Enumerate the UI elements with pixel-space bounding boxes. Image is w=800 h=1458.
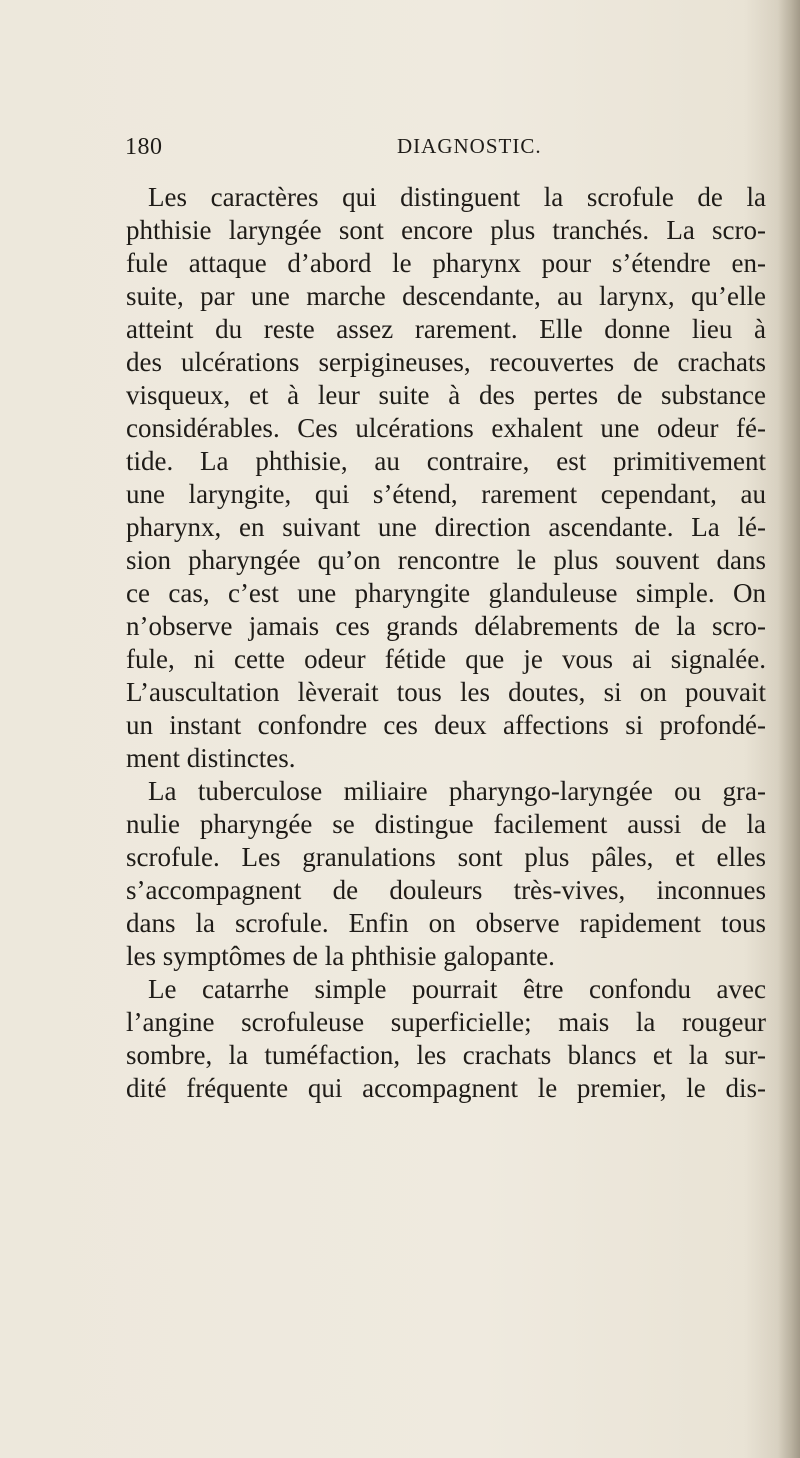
text-line: l’angine scrofuleuse superficielle; mais la rougeur bbox=[126, 1007, 766, 1037]
body-text bbox=[126, 181, 766, 1105]
text-line: suite, par une marche descendante, au larynx, qu’elle bbox=[126, 281, 766, 311]
text-line: scrofule. Les granulations sont plus pâles, et elles bbox=[126, 842, 766, 872]
text-line: fule attaque d’abord le pharynx pour s’étendre en- bbox=[126, 248, 766, 278]
text-line: Les caractères qui distinguent la scrofule de la bbox=[148, 182, 766, 212]
text-line: pharynx, en suivant une direction ascendante. La lé- bbox=[126, 512, 766, 542]
text-line: ce cas, c’est une pharyngite glanduleuse simple. On bbox=[126, 578, 766, 608]
text-line: atteint du reste assez rarement. Elle donne lieu à bbox=[126, 314, 766, 344]
text-line: les symptômes de la phthisie galopante. bbox=[126, 941, 555, 971]
text-line: dans la scrofule. Enfin on observe rapidement tous bbox=[126, 908, 766, 938]
text-line: fule, ni cette odeur fétide que je vous ai signalée. bbox=[126, 644, 766, 674]
text-line: L’auscultation lèverait tous les doutes, si on pouvait bbox=[126, 677, 766, 707]
running-head: DIAGNOSTIC. bbox=[397, 134, 542, 158]
text-line: considérables. Ces ulcérations exhalent une odeur fé- bbox=[126, 413, 766, 443]
page-edge-shadow bbox=[778, 0, 800, 1458]
text-line: une laryngite, qui s’étend, rarement cependant, au bbox=[126, 479, 766, 509]
text-line: tide. La phthisie, au contraire, est primitivement bbox=[126, 446, 766, 476]
text-line: dité fréquente qui accompagnent le premier, le dis- bbox=[126, 1073, 766, 1103]
text-line: s’accompagnent de douleurs très-vives, inconnues bbox=[126, 875, 766, 905]
text-line: ment distinctes. bbox=[126, 743, 296, 773]
text-line: Le catarrhe simple pourrait être confondu avec bbox=[148, 974, 766, 1004]
text-line: nulie pharyngée se distingue facilement aussi de la bbox=[126, 809, 766, 839]
text-line: sombre, la tuméfaction, les crachats blancs et la sur- bbox=[126, 1040, 766, 1070]
text-line: un instant confondre ces deux affections si profondé- bbox=[126, 710, 766, 740]
page-number: 180 bbox=[125, 134, 163, 160]
page-header bbox=[125, 134, 765, 174]
text-line: n’observe jamais ces grands délabrements de la scro- bbox=[126, 611, 766, 641]
text-line: des ulcérations serpigineuses, recouvertes de crachats bbox=[126, 347, 766, 377]
text-line: La tuberculose miliaire pharyngo-laryngée ou gra- bbox=[148, 776, 766, 806]
text-line: visqueux, et à leur suite à des pertes de substance bbox=[126, 380, 766, 410]
text-line: phthisie laryngée sont encore plus tranchés. La scro- bbox=[126, 215, 766, 245]
text-line: sion pharyngée qu’on rencontre le plus souvent dans bbox=[126, 545, 766, 575]
